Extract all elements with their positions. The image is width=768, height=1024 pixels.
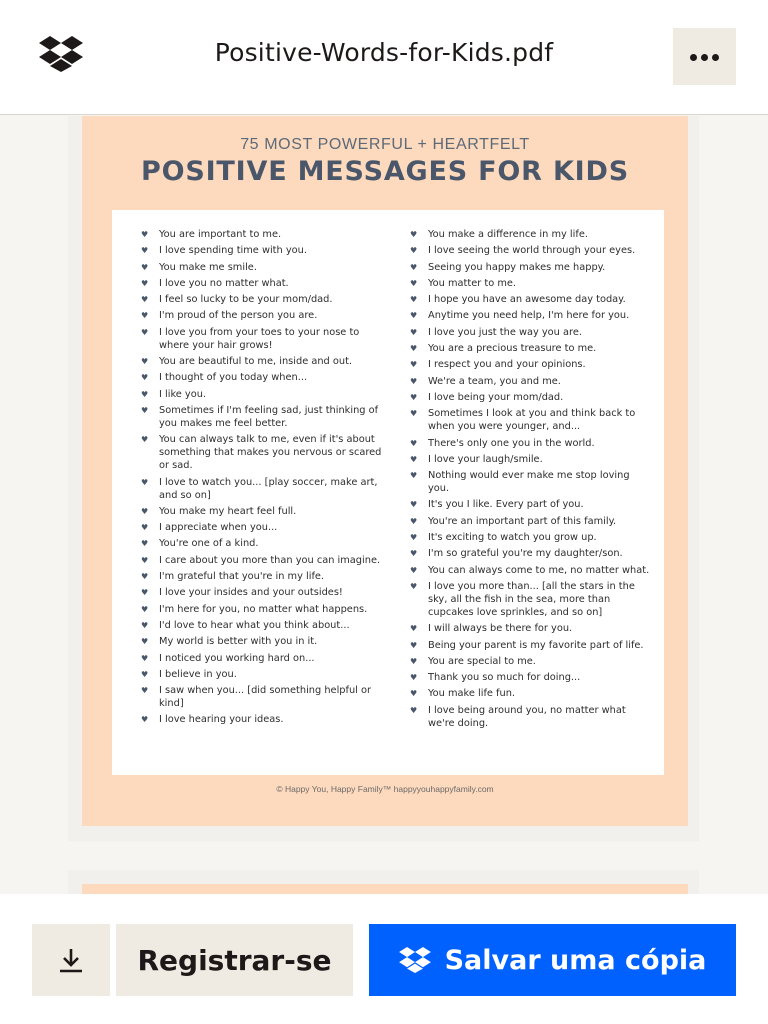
save-copy-label: Salvar uma cópia <box>444 944 707 976</box>
message-item <box>141 668 386 681</box>
message-text: You make my heart feel full. <box>159 505 297 517</box>
download-button[interactable] <box>32 924 110 996</box>
message-text: I love you just the way you are. <box>428 326 582 338</box>
heart-icon: ♥ <box>410 344 418 354</box>
messages-card <box>112 210 664 775</box>
message-item <box>141 586 386 599</box>
message-text: I noticed you working hard on... <box>159 652 315 664</box>
heart-icon: ♥ <box>410 516 418 526</box>
heart-icon: ♥ <box>141 637 149 647</box>
heart-icon: ♥ <box>410 549 418 559</box>
message-item <box>141 293 386 306</box>
message-item <box>410 704 650 730</box>
heart-icon: ♥ <box>410 581 418 591</box>
message-text: It's exciting to watch you grow up. <box>428 532 597 544</box>
message-item <box>141 713 386 726</box>
heart-icon: ♥ <box>410 471 418 481</box>
heart-icon: ♥ <box>141 604 149 614</box>
message-item <box>141 371 386 384</box>
message-item <box>410 531 650 544</box>
heart-icon: ♥ <box>141 327 149 337</box>
message-text: You make me smile. <box>159 261 257 273</box>
save-copy-button[interactable] <box>369 924 736 996</box>
heart-icon: ♥ <box>141 373 149 383</box>
message-item <box>410 580 650 619</box>
message-item <box>141 570 386 583</box>
message-text: You are special to me. <box>428 655 536 667</box>
message-text: I care about you more than you can imagine. <box>159 554 381 566</box>
message-item <box>410 453 650 466</box>
heart-icon: ♥ <box>141 506 149 516</box>
pdf-page-2 <box>82 884 688 894</box>
message-text: I believe in you. <box>159 668 237 680</box>
heart-icon: ♥ <box>410 624 418 634</box>
heart-icon: ♥ <box>410 360 418 370</box>
heart-icon: ♥ <box>141 435 149 445</box>
message-text: You make a difference in my life. <box>428 229 588 240</box>
file-name-title: Positive-Words-for-Kids.pdf <box>214 38 554 67</box>
message-text: I saw when you... [did something helpful or kind] <box>159 685 372 710</box>
heart-icon: ♥ <box>410 409 418 419</box>
message-item <box>141 309 386 322</box>
more-horizontal-icon <box>688 49 721 64</box>
message-text: I feel so lucky to be your mom/dad. <box>159 294 333 306</box>
message-item <box>410 309 650 322</box>
heart-icon: ♥ <box>141 555 149 565</box>
message-text: I love your laugh/smile. <box>428 453 543 465</box>
message-text: Anytime you need help, I'm here for you. <box>428 310 630 322</box>
message-item <box>141 521 386 534</box>
heart-icon: ♥ <box>141 715 149 725</box>
message-item <box>410 498 650 511</box>
heart-icon: ♥ <box>410 438 418 448</box>
heart-icon: ♥ <box>141 230 149 239</box>
message-item <box>141 652 386 665</box>
message-text: You are a precious treasure to me. <box>428 343 597 355</box>
message-text: I love your insides and your outsides! <box>159 587 343 599</box>
message-text: I love you no matter what. <box>159 277 289 289</box>
message-item <box>141 554 386 567</box>
message-item <box>410 375 650 388</box>
message-text: Seeing you happy makes me happy. <box>428 261 606 273</box>
message-item <box>410 277 650 290</box>
message-text: I love to watch you... [play soccer, make art, and so on] <box>159 476 378 501</box>
message-text: I hope you have an awesome day today. <box>428 294 626 306</box>
message-text: Thank you so much for doing... <box>428 672 581 684</box>
message-item <box>141 635 386 648</box>
message-item <box>410 687 650 700</box>
heart-icon: ♥ <box>410 327 418 337</box>
message-item <box>141 404 386 430</box>
dropbox-logo-icon <box>399 947 431 973</box>
bottom-action-bar <box>0 894 768 1024</box>
heart-icon: ♥ <box>141 653 149 663</box>
heart-icon: ♥ <box>410 565 418 575</box>
message-text: Nothing would ever make me stop loving you. <box>428 470 630 495</box>
message-text: Being your parent is my favorite part of life. <box>428 639 644 651</box>
heart-icon: ♥ <box>141 572 149 582</box>
message-text: I will always be there for you. <box>428 623 573 635</box>
heart-icon: ♥ <box>410 673 418 683</box>
more-options-button[interactable] <box>673 28 736 85</box>
message-item <box>141 476 386 502</box>
heart-icon: ♥ <box>410 262 418 272</box>
heart-icon: ♥ <box>141 389 149 399</box>
message-item <box>141 228 386 241</box>
message-item <box>141 537 386 550</box>
document-viewer[interactable] <box>0 116 768 894</box>
heart-icon: ♥ <box>410 311 418 321</box>
message-item <box>410 261 650 274</box>
heart-icon: ♥ <box>410 376 418 386</box>
message-item <box>410 547 650 560</box>
heart-icon: ♥ <box>141 686 149 696</box>
message-text: My world is better with you in it. <box>159 636 318 648</box>
message-text: You are important to me. <box>159 229 282 240</box>
message-item <box>410 391 650 404</box>
document-heading: POSITIVE MESSAGES FOR KIDS <box>141 156 629 187</box>
message-item <box>410 515 650 528</box>
message-text: You can always talk to me, even if it's about something that makes you nervous or scared or sad. <box>159 434 382 472</box>
message-item <box>141 261 386 274</box>
heart-icon: ♥ <box>410 295 418 305</box>
heart-icon: ♥ <box>410 454 418 464</box>
message-text: You are beautiful to me, inside and out. <box>159 356 353 368</box>
message-text: Sometimes I look at you and think back to when you were younger, and... <box>428 408 636 433</box>
heart-icon: ♥ <box>141 588 149 598</box>
message-text: I'm here for you, no matter what happens. <box>159 603 368 615</box>
message-item <box>141 619 386 632</box>
message-text: I love being your mom/dad. <box>428 391 564 403</box>
message-text: I love seeing the world through your eyes. <box>428 245 636 257</box>
message-text: I'm so grateful you're my daughter/son. <box>428 548 623 560</box>
message-text: I'm grateful that you're in my life. <box>159 571 325 583</box>
message-text: I'd love to hear what you think about... <box>159 619 350 631</box>
message-item <box>141 355 386 368</box>
heart-icon: ♥ <box>141 278 149 288</box>
message-text: I love hearing your ideas. <box>159 714 284 726</box>
message-text: I thought of you today when... <box>159 372 308 384</box>
message-item <box>410 437 650 450</box>
message-text: I respect you and your opinions. <box>428 359 586 371</box>
message-text: You make life fun. <box>428 688 516 700</box>
message-text: I love you from your toes to your nose to where your hair grows! <box>159 326 360 351</box>
heart-icon: ♥ <box>141 405 149 415</box>
message-item <box>141 326 386 352</box>
message-text: You're one of a kind. <box>159 538 259 550</box>
message-item <box>410 244 650 257</box>
message-text: There's only one you in the world. <box>428 437 595 449</box>
message-text: You matter to me. <box>428 277 517 289</box>
message-item <box>410 639 650 652</box>
message-item <box>410 326 650 339</box>
heart-icon: ♥ <box>410 500 418 510</box>
message-item <box>141 277 386 290</box>
pdf-page-1 <box>82 116 688 826</box>
message-item <box>410 228 650 241</box>
message-text: I appreciate when you... <box>159 522 278 534</box>
message-text: You're an important part of this family. <box>428 515 617 527</box>
heart-icon: ♥ <box>141 311 149 321</box>
message-item <box>141 244 386 257</box>
heart-icon: ♥ <box>410 705 418 715</box>
message-item <box>410 622 650 635</box>
document-footer: © Happy You, Happy Family™ happyyouhappyfamily.com <box>276 784 494 794</box>
heart-icon: ♥ <box>141 523 149 533</box>
message-text: I'm proud of the person you are. <box>159 310 318 322</box>
top-bar <box>0 0 768 115</box>
message-text: I love you more than... [all the stars in the sky, all the fish in the sea, more than cupcakes love sprinkles, and so on] <box>428 580 635 618</box>
message-item <box>410 358 650 371</box>
message-item <box>410 564 650 577</box>
message-item <box>410 342 650 355</box>
heart-icon: ♥ <box>410 246 418 256</box>
message-item <box>410 655 650 668</box>
heart-icon: ♥ <box>410 392 418 402</box>
heart-icon: ♥ <box>410 656 418 666</box>
message-item <box>141 505 386 518</box>
heart-icon: ♥ <box>141 620 149 630</box>
heart-icon: ♥ <box>410 689 418 699</box>
heart-icon: ♥ <box>410 278 418 288</box>
register-button[interactable]: Registrar-se <box>116 924 353 996</box>
message-item <box>141 433 386 472</box>
heart-icon: ♥ <box>410 230 418 239</box>
heart-icon: ♥ <box>141 477 149 487</box>
message-text: We're a team, you and me. <box>428 375 561 387</box>
messages-column-left <box>141 228 386 730</box>
message-text: I like you. <box>159 388 207 400</box>
message-text: I love spending time with you. <box>159 245 307 257</box>
heart-icon: ♥ <box>141 246 149 256</box>
message-item <box>141 388 386 401</box>
heart-icon: ♥ <box>410 533 418 543</box>
message-text: I love being around you, no matter what we're doing. <box>428 704 626 729</box>
message-item <box>410 671 650 684</box>
message-item <box>410 407 650 433</box>
messages-column-right <box>410 228 650 733</box>
heart-icon: ♥ <box>141 539 149 549</box>
heart-icon: ♥ <box>410 640 418 650</box>
message-item <box>410 293 650 306</box>
message-item <box>141 684 386 710</box>
heart-icon: ♥ <box>141 669 149 679</box>
heart-icon: ♥ <box>141 262 149 272</box>
dropbox-logo-icon[interactable] <box>39 36 83 72</box>
download-icon <box>56 945 86 975</box>
message-text: It's you I like. Every part of you. <box>428 499 584 511</box>
message-item <box>410 469 650 495</box>
message-text: You can always come to me, no matter what. <box>428 564 650 576</box>
heart-icon: ♥ <box>141 295 149 305</box>
document-subtitle: 75 MOST POWERFUL + HEARTFELT <box>240 136 530 153</box>
message-item <box>141 603 386 616</box>
message-text: Sometimes if I'm feeling sad, just thinking of you makes me feel better. <box>159 404 379 429</box>
heart-icon: ♥ <box>141 357 149 367</box>
